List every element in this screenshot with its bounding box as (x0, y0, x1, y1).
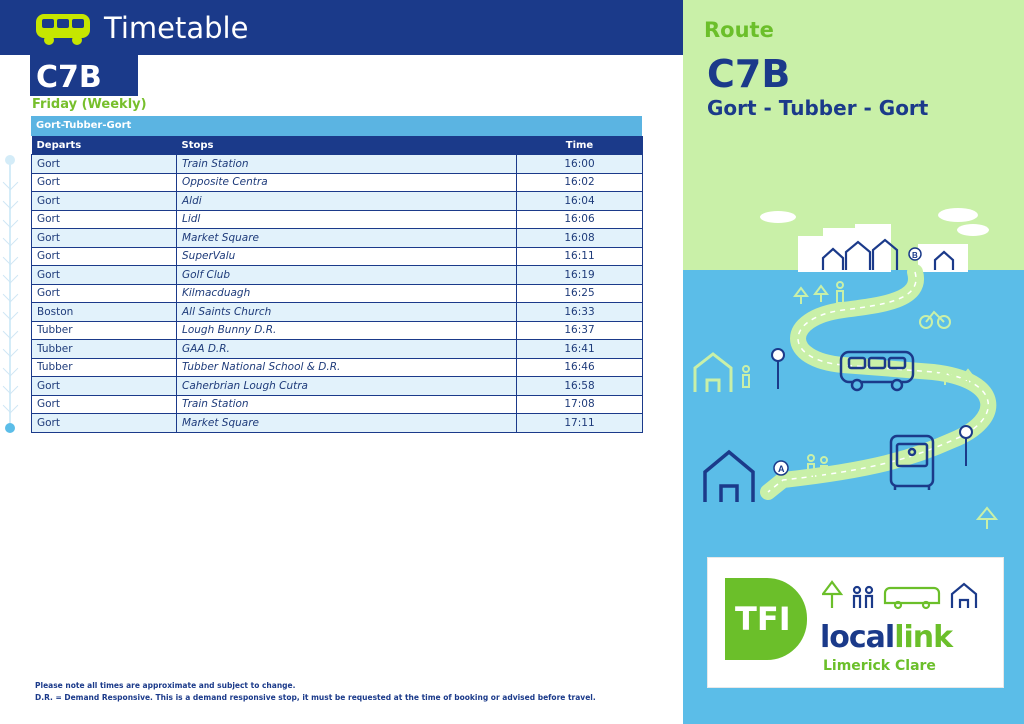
time-cell: 16:00 (517, 155, 643, 174)
table-row (32, 414, 643, 433)
table-row (32, 321, 643, 340)
departs-cell: Gort (32, 414, 177, 433)
timetable-table (31, 136, 643, 433)
table-row (32, 340, 643, 359)
local-link-wordmark (820, 620, 952, 655)
table-row (32, 210, 643, 229)
departs-cell: Gort (32, 284, 177, 303)
cyclist-icon (920, 312, 950, 328)
route-code-box (30, 55, 138, 96)
time-cell: 16:08 (517, 229, 643, 248)
time-cell: 16:04 (517, 192, 643, 211)
stop-cell: Opposite Centra (177, 173, 517, 192)
tfi-text: TFI (735, 600, 791, 638)
timetable (31, 116, 642, 433)
service-area: Limerick Clare (823, 658, 936, 674)
column-header-departs: Departs (32, 136, 177, 155)
logo-pictograms (822, 578, 992, 614)
table-row (32, 284, 643, 303)
stop-cell: SuperValu (177, 247, 517, 266)
departs-cell: Gort (32, 173, 177, 192)
tree-icon (795, 286, 996, 529)
table-row (32, 377, 643, 396)
route-side-panel (683, 0, 1024, 724)
table-row (32, 229, 643, 248)
departs-cell: Gort (32, 210, 177, 229)
note-demand-responsive: D.R. = Demand Responsive. This is a demand responsive stop, it must be requested at the time of booking or advised before travel. (35, 693, 596, 702)
time-cell: 17:11 (517, 414, 643, 433)
stop-cell: Tubber National School & D.R. (177, 358, 517, 377)
time-cell: 16:25 (517, 284, 643, 303)
departs-cell: Gort (32, 247, 177, 266)
header-bar (0, 0, 683, 55)
stop-cell: Train Station (177, 155, 517, 174)
departs-cell: Gort (32, 377, 177, 396)
route-group-title: Gort-Tubber-Gort (31, 116, 642, 136)
table-row (32, 247, 643, 266)
departs-cell: Boston (32, 303, 177, 322)
link-word: link (894, 620, 953, 655)
timeline-decoration (5, 155, 17, 435)
time-cell: 16:46 (517, 358, 643, 377)
column-header-stops: Stops (177, 136, 517, 155)
time-cell: 16:58 (517, 377, 643, 396)
route-code: C7B (36, 60, 102, 95)
table-row (32, 173, 643, 192)
column-header-time: Time (517, 136, 643, 155)
stop-cell: Golf Club (177, 266, 517, 285)
departs-cell: Gort (32, 192, 177, 211)
stop-cell: All Saints Church (177, 303, 517, 322)
bus-icon (34, 12, 92, 46)
time-cell: 16:41 (517, 340, 643, 359)
stop-cell: Aldi (177, 192, 517, 211)
table-row (32, 155, 643, 174)
route-path: Gort - Tubber - Gort (707, 96, 929, 120)
departs-cell: Tubber (32, 358, 177, 377)
page-title: Timetable (104, 11, 249, 45)
table-row (32, 395, 643, 414)
time-cell: 16:11 (517, 247, 643, 266)
route-illustration (683, 0, 1024, 560)
stop-b-label: B (912, 251, 918, 260)
route-label: Route (704, 18, 774, 42)
stop-cell: Caherbrian Lough Cutra (177, 377, 517, 396)
home-icon (695, 354, 731, 392)
stop-cell: Lidl (177, 210, 517, 229)
stop-cell: GAA D.R. (177, 340, 517, 359)
time-cell: 16:02 (517, 173, 643, 192)
stop-cell: Train Station (177, 395, 517, 414)
departs-cell: Gort (32, 155, 177, 174)
departs-cell: Gort (32, 229, 177, 248)
note-approximate: Please note all times are approximate and subject to change. (35, 681, 296, 690)
route-code-large: C7B (707, 52, 791, 96)
bus-icon (885, 588, 939, 603)
tfi-badge (725, 578, 807, 660)
time-cell: 16:19 (517, 266, 643, 285)
tree-icon (823, 582, 841, 608)
stop-cell: Lough Bunny D.R. (177, 321, 517, 340)
departs-cell: Tubber (32, 321, 177, 340)
table-row (32, 303, 643, 322)
local-link-logo (708, 558, 1003, 687)
departs-cell: Gort (32, 266, 177, 285)
stop-cell: Market Square (177, 414, 517, 433)
stop-cell: Market Square (177, 229, 517, 248)
time-cell: 17:08 (517, 395, 643, 414)
home-icon-start (705, 452, 753, 502)
local-word: local (820, 620, 895, 655)
table-row (32, 192, 643, 211)
departs-cell: Tubber (32, 340, 177, 359)
time-cell: 16:37 (517, 321, 643, 340)
stop-cell: Kilmacduagh (177, 284, 517, 303)
service-day: Friday (Weekly) (32, 97, 147, 112)
people-icon (854, 596, 872, 608)
table-row (32, 358, 643, 377)
footnotes (35, 680, 596, 704)
stop-a-label: A (778, 464, 785, 474)
house-icon (952, 584, 976, 608)
departs-cell: Gort (32, 395, 177, 414)
time-cell: 16:33 (517, 303, 643, 322)
time-cell: 16:06 (517, 210, 643, 229)
table-row (32, 266, 643, 285)
